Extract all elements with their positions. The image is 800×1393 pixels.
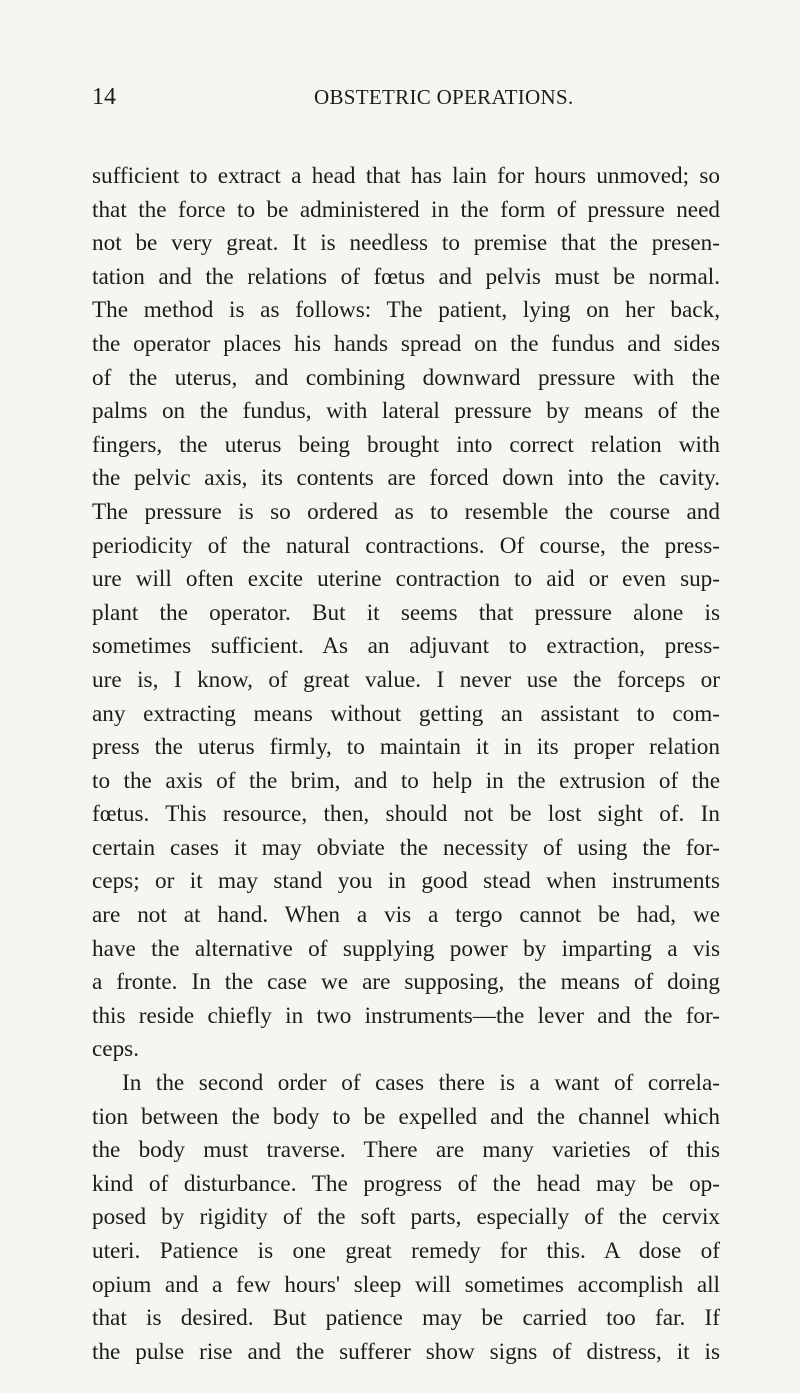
text-line: that is desired. But patience may be carried too far. If xyxy=(92,1305,720,1332)
text-line: the operator places his hands spread on the fundus and sides xyxy=(92,330,720,357)
text-line: The pressure is so ordered as to resemble the course and xyxy=(92,498,720,525)
text-line: certain cases it may obviate the necessity of using the for- xyxy=(92,834,720,861)
text-line: are not at hand. When a vis a tergo cannot be had, we xyxy=(92,902,720,929)
text-line: press the uterus firmly, to maintain it in its proper relation xyxy=(92,734,720,761)
text-line: ceps; or it may stand you in good stead when instruments xyxy=(92,868,720,895)
text-line: palms on the fundus, with lateral pressure by means of the xyxy=(92,398,720,425)
text-line: ure is, I know, of great value. I never use the forceps or xyxy=(92,666,720,693)
text-line: sometimes sufficient. As an adjuvant to extraction, press- xyxy=(92,633,720,660)
text-line: tion between the body to be expelled and the channel which xyxy=(92,1103,720,1130)
text-line: a fronte. In the case we are supposing, the means of doing xyxy=(92,969,720,996)
text-line: sufficient to extract a head that has lain for hours unmoved; so xyxy=(92,163,720,189)
text-line: any extracting means without getting an assistant to com- xyxy=(92,700,720,727)
text-line: not be very great. It is needless to premise that the presen- xyxy=(92,230,720,257)
text-line: the pelvic axis, its contents are forced down into the cavity. xyxy=(92,465,720,492)
running-title: OBSTETRIC OPERATIONS. xyxy=(314,85,574,109)
text-line: of the uterus, and combining downward pressure with the xyxy=(92,364,720,391)
page-header xyxy=(92,82,722,112)
text-line: fœtus. This resource, then, should not be lost sight of. In xyxy=(92,801,720,828)
text-line: ceps. xyxy=(92,1036,139,1063)
body-text xyxy=(92,160,720,1369)
text-line: uteri. Patience is one great remedy for this. A dose of xyxy=(92,1238,720,1264)
text-line: opium and a few hours' sleep will sometimes accomplish all xyxy=(92,1271,720,1298)
text-line: ure will often excite uterine contraction to aid or even sup- xyxy=(92,566,720,593)
text-line: to the axis of the brim, and to help in the extrusion of the xyxy=(92,767,720,794)
text-line: periodicity of the natural contractions. Of course, the press- xyxy=(92,532,720,559)
text-line: kind of disturbance. The progress of the head may be op- xyxy=(92,1170,720,1197)
text-line: plant the operator. But it seems that pressure alone is xyxy=(92,599,720,626)
text-line: The method is as follows: The patient, lying on her back, xyxy=(92,297,720,324)
text-line: fingers, the uterus being brought into correct relation with xyxy=(92,431,720,458)
text-line: posed by rigidity of the soft parts, especially of the cervix xyxy=(92,1204,720,1231)
text-line: In the second order of cases there is a want of correla- xyxy=(122,1070,720,1097)
text-line: that the force to be administered in the form of pressure need xyxy=(92,196,720,223)
text-line: the body must traverse. There are many varieties of this xyxy=(92,1137,720,1164)
text-line: this reside chiefly in two instruments—the lever and the for- xyxy=(92,1002,720,1029)
page-number: 14 xyxy=(92,84,116,110)
text-line: tation and the relations of fœtus and pelvis must be normal. xyxy=(92,263,720,290)
text-line: the pulse rise and the sufferer show signs of distress, it is xyxy=(92,1338,720,1365)
text-line: have the alternative of supplying power by imparting a vis xyxy=(92,935,720,962)
